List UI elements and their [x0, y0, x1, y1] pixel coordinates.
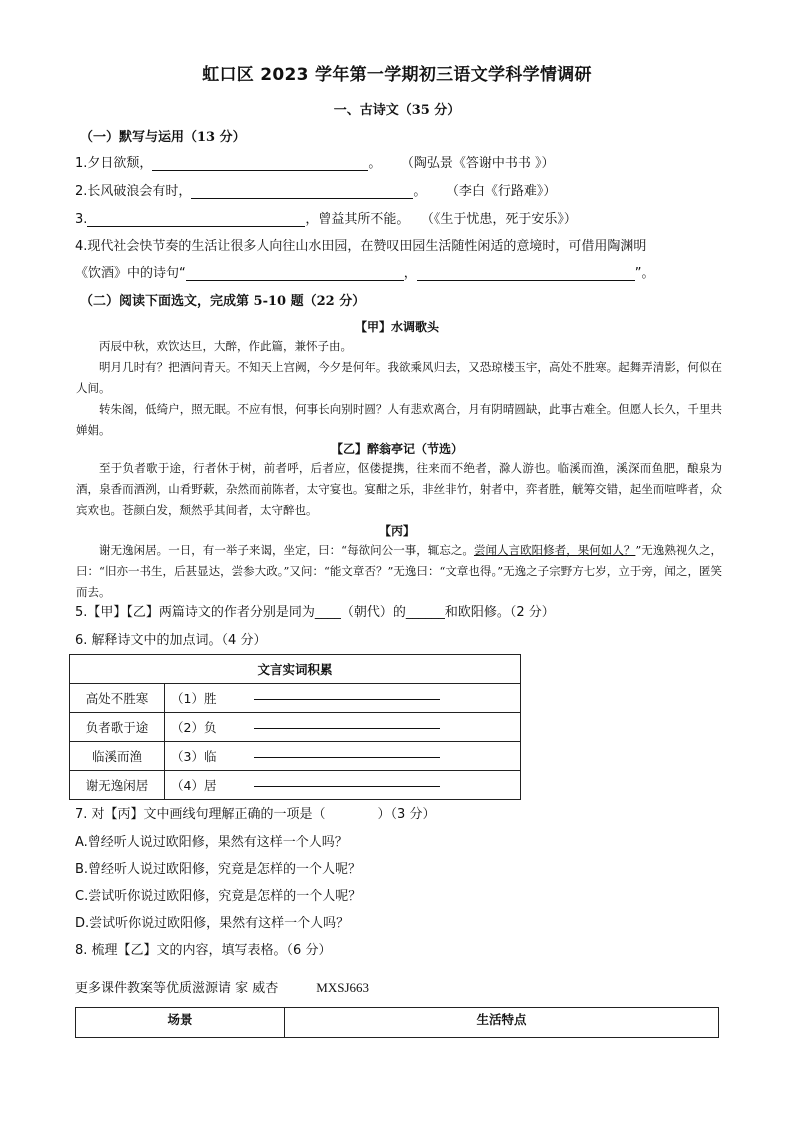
question-4-line1: 4.现代社会快节奏的生活让很多人向往山水田园，在赞叹田园生活随性闲适的意境时，可借用陶渊明: [75, 239, 647, 254]
vocab-answer-cell: [165, 742, 521, 771]
q1-end: 。: [368, 156, 382, 171]
vocab-answer-cell: [165, 713, 521, 742]
question-8: 8. 梳理【乙】文的内容，填写表格。（6 分）: [75, 943, 332, 958]
passage-jia-title: 【甲】水调歌头: [354, 320, 439, 334]
vocab-item: （4）居: [171, 778, 217, 793]
passage-yi: [76, 458, 722, 521]
vocab-answer-blank[interactable]: [254, 728, 440, 729]
vocab-phrase: 负者歌于途: [70, 713, 165, 742]
part2-heading: （二）阅读下面选文，完成第 5-10 题（22 分）: [80, 294, 366, 309]
question-4-line2: [75, 262, 655, 281]
vocab-table-header: 文言实词积累: [70, 655, 521, 684]
vocab-item: （3）临: [171, 749, 217, 764]
q4-end: ”。: [634, 266, 655, 281]
passage-bing-text-a: 谢无逸闲居。一日，有一举子来谒，坐定，曰：“每欲问公一事，辄忘之。: [99, 543, 474, 557]
q7-option-b[interactable]: B.曾经听人说过欧阳修，究竟是怎样的一个人呢？: [75, 862, 362, 877]
vocab-answer-blank[interactable]: [254, 786, 440, 787]
scene-header: 场景: [76, 1008, 285, 1038]
q2-source: （李白《行路难》）: [452, 184, 557, 199]
passage-yi-para: 至于负者歌于途，行者休于树，前者呼，后者应，伛偻提携，往来而不绝者，滁人游也。临溪而渔，溪深而鱼肥，酿泉为酒，泉香而酒洌，山肴野蔌，杂然而前陈者，太守宴也。宴酣之乐，非丝非竹，射者中，弈者胜，觥筹交错，起坐而喧哗者，众宾欢也。苍颜白发，颓然乎其间者，太守醉也。: [76, 461, 722, 517]
vocab-phrase: 高处不胜寒: [70, 684, 165, 713]
passage-bing-title: 【丙】: [378, 524, 415, 538]
passage-yi-title: 【乙】醉翁亭记（节选）: [330, 442, 463, 456]
q7-option-a[interactable]: A.曾经听人说过欧阳修，果然有这样一个人吗？: [75, 835, 348, 850]
q7-option-c[interactable]: C.尝试听你说过欧阳修，究竟是怎样的一个人呢？: [75, 889, 362, 904]
question-2: [75, 180, 556, 199]
vocab-answer-blank[interactable]: [254, 699, 440, 700]
q2-text: 2.长风破浪会有时，: [75, 184, 192, 199]
passage-jia: [76, 336, 722, 441]
q4-blank-1[interactable]: [186, 266, 404, 281]
q1-text: 1.夕日欲颓，: [75, 156, 153, 171]
table-row: [70, 742, 521, 771]
promo-code: MXSJ663: [316, 980, 370, 995]
q1-blank[interactable]: [152, 156, 368, 171]
q4-blank-2[interactable]: [417, 266, 635, 281]
table-row: [76, 1008, 719, 1038]
scene-table: [75, 1007, 719, 1038]
q4-comma: ，: [403, 266, 417, 281]
section-heading: 一、古诗文（35 分）: [333, 103, 461, 118]
vocab-item: （1）胜: [171, 691, 217, 706]
q3-source: （《生于忧患，死于安乐》）: [427, 212, 577, 227]
q2-end: 。: [413, 184, 427, 199]
passage-jia-para: 转朱阁，低绮户，照无眠。不应有恨，何事长向别时圆？人有悲欢离合，月有阴晴圆缺，此事古难全。但愿人长久，千里共婵娟。: [76, 402, 722, 437]
part1-heading: （一）默写与运用（13 分）: [80, 130, 246, 145]
q4-text: 《饮酒》中的诗句“: [75, 266, 186, 281]
table-row: [70, 713, 521, 742]
q2-blank[interactable]: [191, 184, 413, 199]
vocab-item: （2）负: [171, 720, 217, 735]
page-title: 虹口区 2023 学年第一学期初三语文学科学情调研: [202, 65, 592, 85]
table-row: [70, 771, 521, 800]
vocab-answer-blank[interactable]: [254, 757, 440, 758]
feature-header: 生活特点: [285, 1008, 719, 1038]
q3-end: ，曾益其所不能。: [305, 212, 410, 227]
question-7: 7. 对【丙】文中画线句理解正确的一项是（ ）（3 分）: [75, 807, 436, 822]
vocab-answer-cell: [165, 771, 521, 800]
passage-bing-text-b: ”无逸熟视久之，曰：“旧亦一书生，后甚显达，尝参大政。”又问：“能文章否？”无逸曰：“文章也得。”无逸之子宗野方七岁，立于旁，闻之，匿笑而去。: [76, 543, 722, 599]
promo-text: 更多课件教案等优质滋源请 家 威杏: [75, 981, 279, 996]
vocab-table: [69, 654, 521, 800]
passage-jia-para: 丙辰中秋，欢饮达旦，大醉，作此篇，兼怀子由。: [99, 339, 352, 353]
vocab-phrase: 谢无逸闲居: [70, 771, 165, 800]
q7-option-d[interactable]: D.尝试听你说过欧阳修，果然有这样一个人吗？: [75, 916, 350, 931]
promo-line: [75, 977, 369, 996]
question-1: [75, 152, 555, 171]
underlined-sentence: 尝闻人言欧阳修者，果何如人？: [473, 543, 636, 557]
table-row: [70, 684, 521, 713]
vocab-answer-cell: [165, 684, 521, 713]
question-5: 5.【甲】【乙】两篇诗文的作者分别是同为____（朝代）的______和欧阳修。（2 分）: [75, 605, 555, 620]
q1-source: （陶弘景《答谢中书书 》）: [407, 156, 555, 171]
passage-jia-para: 明月几时有？把酒问青天。不知天上宫阙，今夕是何年。我欲乘风归去，又恐琼楼玉宇，高处不胜寒。起舞弄清影，何似在人间。: [76, 360, 722, 395]
vocab-phrase: 临溪而渔: [70, 742, 165, 771]
q3-text: 3.: [75, 212, 88, 227]
question-3: [75, 208, 577, 227]
question-6: 6. 解释诗文中的加点词。（4 分）: [75, 633, 267, 648]
q3-blank[interactable]: [87, 212, 305, 227]
passage-bing-para: [76, 540, 722, 603]
passage-bing: [76, 540, 722, 603]
